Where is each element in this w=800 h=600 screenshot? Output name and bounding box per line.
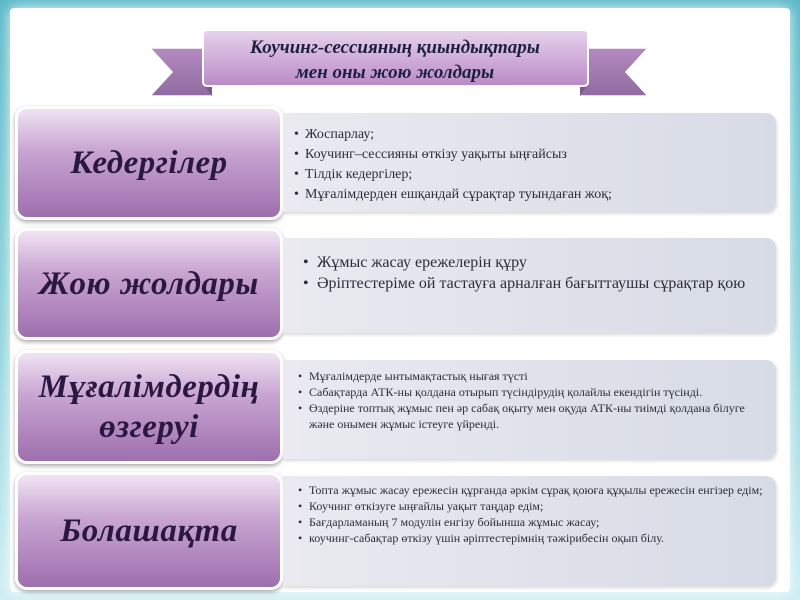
title-line-1: Коучинг-сессияның қиындықтары (250, 37, 540, 58)
list-item: • Әріптестеріме ой тастауға арналған бағыттаушы сұрақтар қою (317, 273, 766, 294)
panel-future (283, 476, 776, 586)
title-line-2: мен оны жою жолдары (295, 62, 495, 83)
list-item: • Мұғалімдерде ынтымақтастық нығая түсті (309, 368, 768, 384)
list-item: • Коучинг–сессияны өткізу уақыты ыңғайсыз (305, 145, 766, 165)
label-teacher-change-line-1: Мұғалімдердің (38, 369, 260, 405)
label-obstacles (15, 106, 283, 220)
list-item: • Сабақтарда АТК-ны қолдана отырып түсіндірудің қолайлы екендігін түсінді. (309, 384, 768, 400)
label-teacher-change-line-2: өзгеруі (99, 409, 199, 445)
list-item: • Коучинг өткізуге ыңғайлы уақыт таңдар едім; (309, 498, 766, 514)
list-item: • Топта жұмыс жасау ережесін құрғанда әркім сұрақ қоюға құқылы ережесін енгізер едім; (309, 482, 766, 498)
panel-solutions (283, 238, 776, 333)
label-obstacles-text: Кедергілер (70, 145, 228, 181)
list-item: • Мұғалімдерден ешқандай сұрақтар туындаған жоқ; (305, 185, 766, 205)
list-item: • Тілдік кедергілер; (305, 165, 766, 185)
list-item: • Бағдарламаның 7 модулін енгізу бойынша жұмыс жасау; (309, 514, 766, 530)
label-future (15, 472, 283, 590)
solutions-list (317, 252, 766, 294)
panel-obstacles (283, 113, 776, 212)
list-item: • коучинг-сабақтар өткізу үшін әріптестерімнің тәжірибесін оқып білу. (309, 530, 766, 546)
obstacles-list (305, 125, 766, 205)
label-solutions-text: Жою жолдары (39, 266, 259, 302)
list-item: • Жоспарлау; (305, 125, 766, 145)
label-future-text: Болашақта (60, 513, 238, 549)
panel-teacher-change (283, 360, 776, 459)
list-item: • Өздеріне топтық жұмыс пен әр сабақ оқыту мен оқуда АТК-ны тиімді қолдана білуге және онымен жұмыс істеуге үйренді. (309, 400, 768, 432)
list-item: • Жұмыс жасау ережелерін құру (317, 252, 766, 273)
label-solutions (15, 228, 283, 340)
title-banner (0, 0, 800, 110)
future-list (309, 482, 766, 546)
teacher-change-list (309, 368, 768, 432)
label-teacher-change (15, 350, 283, 464)
